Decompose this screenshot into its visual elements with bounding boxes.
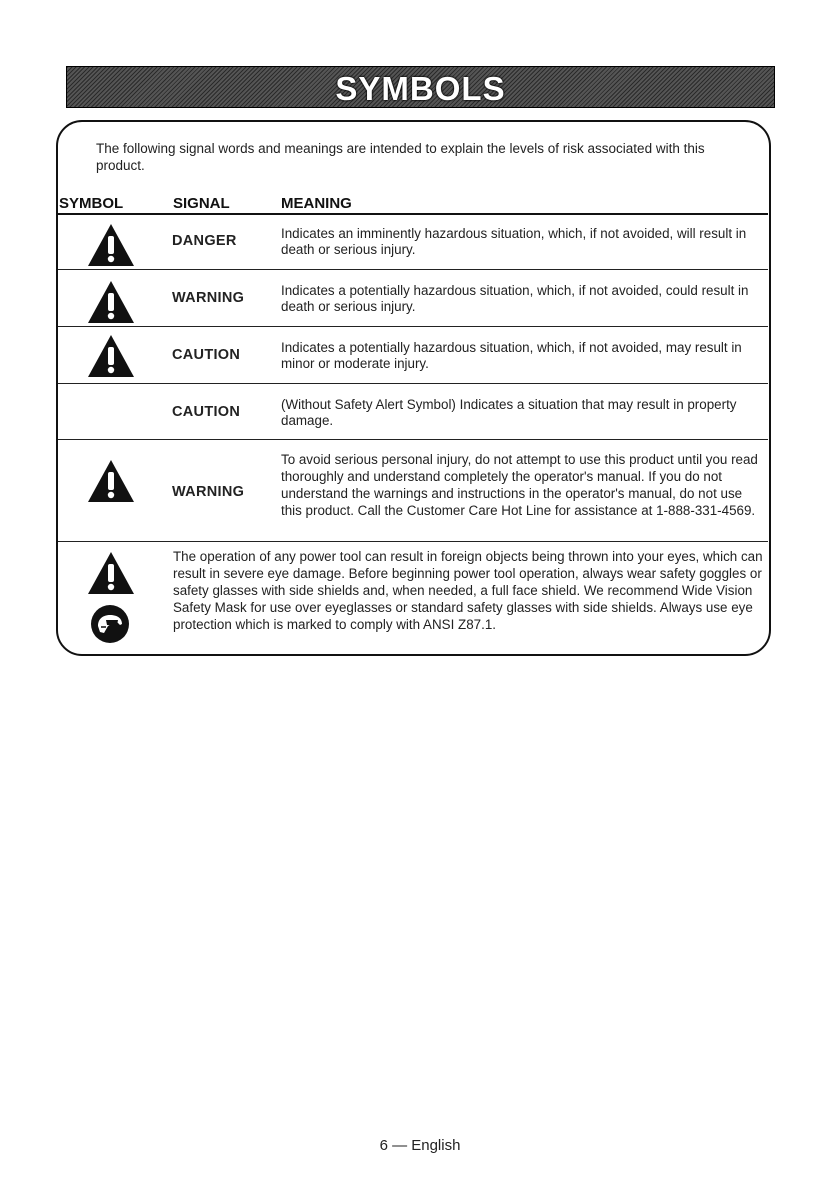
meaning-caution-property: (Without Safety Alert Symbol) Indicates a situation that may result in property damage. — [281, 397, 737, 428]
row-divider — [58, 269, 768, 270]
intro-text: The following signal words and meanings are intended to explain the levels of risk associated with this product. — [96, 141, 705, 173]
meaning-danger: Indicates an imminently hazardous situation, which, if not avoided, will result in death or serious injury. — [281, 226, 747, 257]
alert-triangle-icon — [86, 458, 136, 504]
signal-caution-property: CAUTION — [172, 404, 241, 420]
column-header-signal: SIGNAL — [173, 195, 230, 212]
alert-triangle-icon — [86, 333, 136, 379]
signal-danger: DANGER — [172, 233, 237, 249]
meaning-warning: Indicates a potentially hazardous situation, which, if not avoided, could result in death or serious injury. — [281, 283, 749, 314]
row-divider — [58, 541, 768, 542]
section-banner — [66, 66, 775, 108]
alert-triangle-icon — [86, 222, 136, 268]
row-divider — [58, 439, 768, 440]
signal-caution: CAUTION — [172, 347, 241, 363]
column-header-meaning: MEANING — [281, 195, 352, 212]
page-title: SYMBOLS — [335, 70, 506, 107]
header-divider — [58, 213, 768, 215]
eye-protection-text: The operation of any power tool can result in foreign objects being thrown into your eyes, which can result in severe eye damage. Before beginning power tool operation, always wear safety goggles or safety glasses with side shields and, when needed, a full face shield. We recommend Wide Vision Safety Mask for use over eyeglasses or standard safety glasses with side shields. Always use eye protection which is marked to comply with ANSI Z87.1. — [173, 549, 763, 632]
signal-warning-manual: WARNING — [172, 484, 245, 500]
column-header-symbol: SYMBOL — [59, 195, 124, 212]
row-divider — [58, 326, 768, 327]
row-divider — [58, 383, 768, 384]
meaning-caution: Indicates a potentially hazardous situation, which, if not avoided, may result in minor or moderate injury. — [281, 340, 742, 371]
page-number: 6 — English — [379, 1137, 461, 1154]
signal-warning: WARNING — [172, 290, 245, 306]
meaning-warning-manual: To avoid serious personal injury, do not attempt to use this product until you read thoroughly and understand completely the operator's manual. If you do not understand the warnings and instructions in the operator's manual, do not use this product. Call the Customer Care Hot Line for assistance at 1-888-331-4569. — [281, 452, 758, 518]
alert-triangle-icon — [86, 550, 136, 596]
safety-goggles-icon — [90, 604, 130, 644]
alert-triangle-icon — [86, 279, 136, 325]
